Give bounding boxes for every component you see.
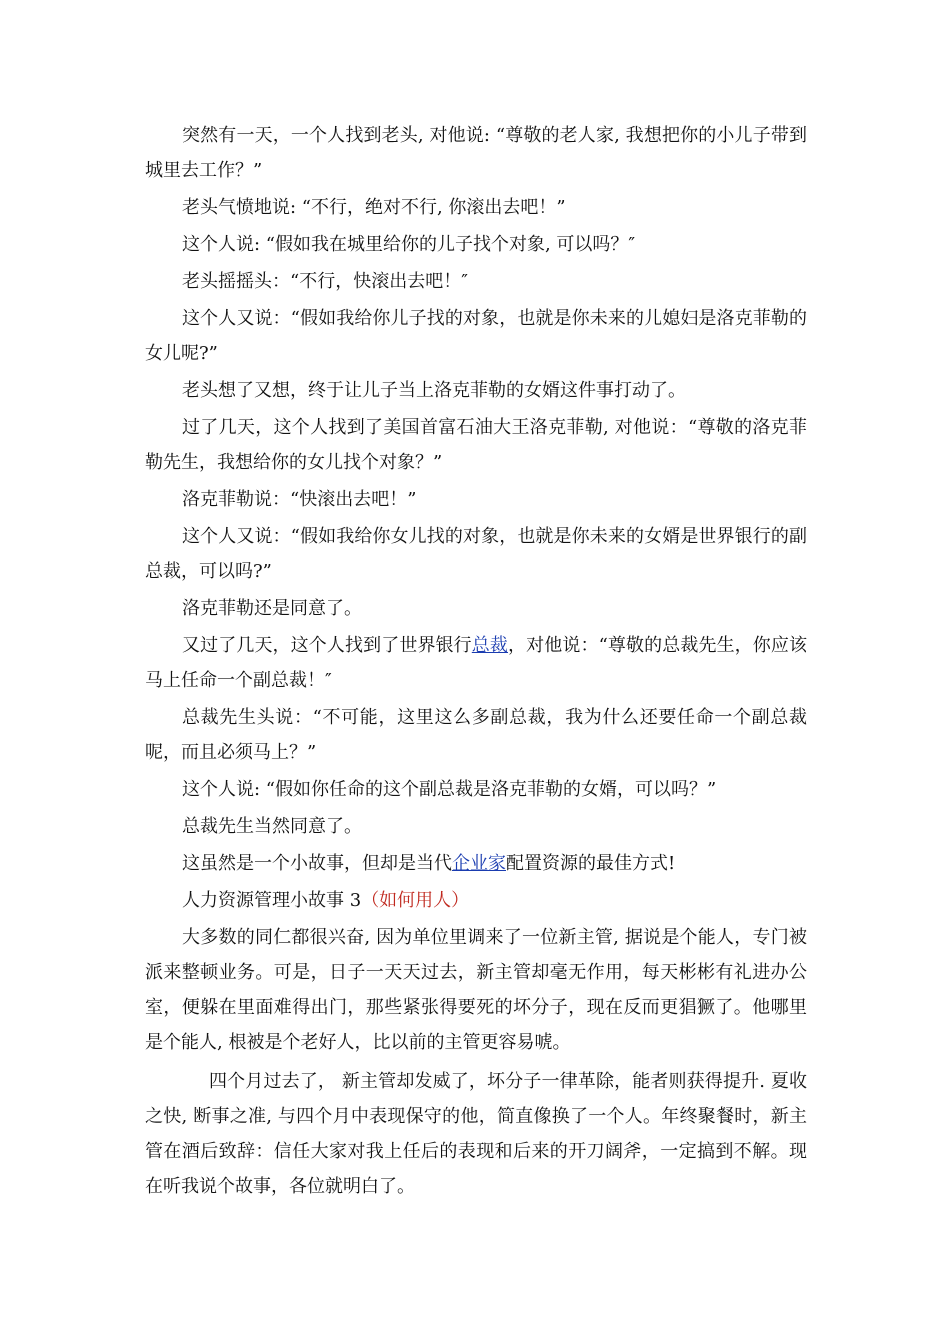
section-heading: [145, 883, 807, 918]
paragraph-1: 突然有一天，一个人找到老头, 对他说: “尊敬的老人家, 我想把你的小儿子带到城里去工作？”: [145, 125, 807, 181]
paragraph-14: 总裁先生当然同意了。: [182, 816, 362, 837]
heading-main: 人力资源管理小故事 3: [182, 890, 362, 911]
text-segment: ，对他说：“尊敬的总裁先生，你应该马上任命一个副总裁！″: [145, 635, 808, 691]
paragraph-president: [145, 628, 807, 698]
heading-paren: （如何用人）: [361, 890, 470, 911]
link-entrepreneur[interactable]: 企业家: [452, 853, 506, 874]
text-segment: 配置资源的最佳方式!: [506, 853, 676, 874]
paragraph-7: 过了几天，这个人找到了美国首富石油大王洛克菲勒, 对他说：“尊敬的洛克菲勒先生，我想给你的女儿找个对象？”: [145, 417, 807, 473]
document-body: [145, 118, 807, 1206]
paragraph-3: 这个人说: “假如我在城里给你的儿子找个对象, 可以吗？″: [182, 234, 636, 255]
paragraph-4: 老头摇摇头：“不行，快滚出去吧！″: [182, 271, 468, 292]
text-segment: 又过了几天，这个人找到了世界银行: [182, 635, 472, 656]
story-paragraph-2: 四个月过去了， 新主管却发威了，坏分子一律革除，能者则获得提升. 夏收之快, 断事之准, 与四个月中表现保守的他，简直像换了一个人。年终聚餐时，新主管在酒后致辞：信任大家对我上任后的表现和后来的开刀阔斧，一定搞到不解。现在听我说个故事，各位就明白了。: [145, 1071, 807, 1197]
paragraph-10: 洛克菲勒还是同意了。: [182, 598, 362, 619]
paragraph-9: 这个人又说：“假如我给你女儿找的对象，也就是你未来的女婿是世界银行的副总裁，可以吗?”: [145, 526, 807, 582]
story-paragraph-1: 大多数的同仁都很兴奋, 因为单位里调来了一位新主管, 据说是个能人，专门被派来整顿业务。可是，日子一天天过去，新主管却毫无作用，每天彬彬有礼进办公室，便躲在里面难得出门，那些紧张得要死的坏分子，现在反而更猖獗了。他哪里是个能人, 根被是个老好人，比以前的主管更容易唬。: [145, 927, 807, 1053]
link-president[interactable]: 总裁: [471, 635, 509, 656]
paragraph-5: 这个人又说：“假如我给你儿子找的对象，也就是你未来的儿媳妇是洛克菲勒的女儿呢?”: [145, 308, 807, 364]
paragraph-13: 这个人说: “假如你任命的这个副总裁是洛克菲勒的女婿，可以吗？”: [182, 779, 717, 800]
paragraph-8: 洛克菲勒说：“快滚出去吧！”: [182, 489, 417, 510]
paragraph-6: 老头想了又想，终于让儿子当上洛克菲勒的女婿这件事打动了。: [182, 380, 686, 401]
paragraph-2: 老头气愤地说: “不行，绝对不行, 你滚出去吧！”: [182, 197, 566, 218]
text-segment: 这虽然是一个小故事，但却是当代: [182, 853, 452, 874]
paragraph-12: 总裁先生头说：“不可能，这里这么多副总裁，我为什么还要任命一个副总裁呢，而且必须马上？”: [145, 707, 807, 763]
paragraph-entrepreneur: [145, 846, 807, 881]
